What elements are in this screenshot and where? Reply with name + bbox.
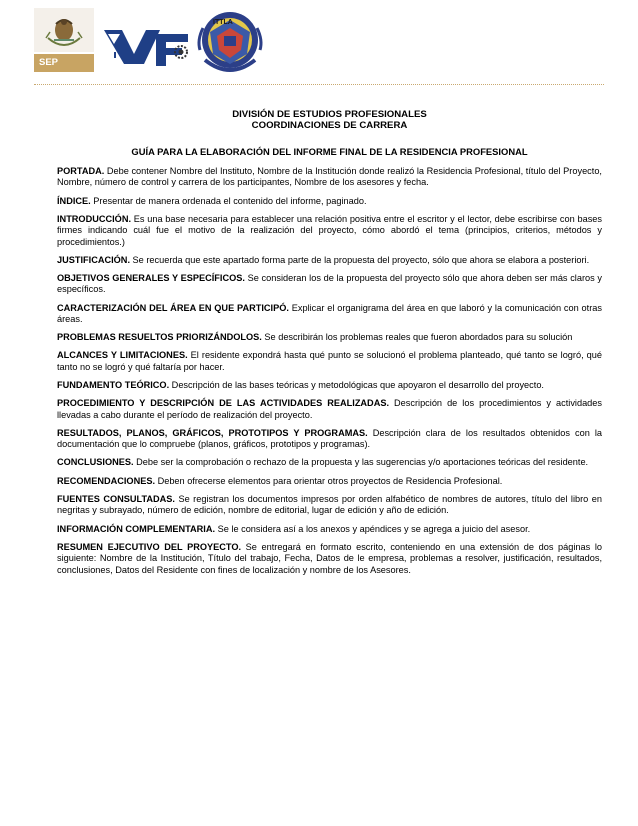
section-label: ÍNDICE. — [57, 195, 91, 206]
section-paragraph — [57, 303, 602, 326]
section-paragraph — [57, 524, 602, 535]
section-paragraph — [57, 196, 602, 207]
section-label: CARACTERIZACIÓN DEL ÁREA EN QUE PARTICIPÓ. — [57, 302, 289, 313]
section-paragraph — [57, 214, 602, 248]
section-label: PORTADA. — [57, 166, 105, 176]
section-text: Explicar el organigrama del área en que laboró y la comunicación con otras áreas. — [57, 302, 602, 325]
section-text: Deben ofrecerse elementos para orientar otros proyectos de Residencia Profesional. — [155, 475, 503, 486]
section-label: CONCLUSIONES. — [57, 457, 134, 468]
section-label: FUENTES CONSULTADAS. — [57, 493, 175, 504]
section-paragraph — [57, 255, 602, 266]
section-paragraph — [57, 494, 602, 517]
coordination-title: COORDINACIONES DE CARRERA — [251, 120, 408, 131]
section-paragraph — [57, 350, 602, 373]
section-label: INTRODUCCIÓN. — [57, 213, 132, 224]
section-paragraph — [57, 457, 602, 468]
section-text: Debe ser la comprobación o rechazo de la propuesta y las sugerencias y/o aportaciones teóricas del residente. — [133, 457, 589, 468]
section-paragraph — [57, 542, 602, 576]
sep-label: SEP — [34, 54, 94, 72]
section-text: Descripción de los procedimientos y actividades llevadas a cabo durante el período de realización del proyecto. — [57, 398, 602, 420]
section-text: Es una base necesaria para establecer una relación positiva entre el escritor y el lector, debe escribirse con bases firmes indicando cuál fue el motivo de la realización del proyecto, cómo abordó el tema (principios, criterios, métodos y procedimientos.) — [57, 213, 602, 247]
logo-header — [0, 0, 638, 86]
section-label: RESULTADOS, PLANOS, GRÁFICOS, PROTOTIPOS Y PROGRAMAS. — [57, 427, 368, 438]
guide-title: GUÍA PARA LA ELABORACIÓN DEL INFORME FINAL DE LA RESIDENCIA PROFESIONAL — [131, 146, 528, 157]
header-divider — [34, 84, 604, 85]
section-paragraph — [57, 332, 602, 343]
section-text: Se registran los documentos impresos por orden alfabético de nombres de autores, título del libro en negritas y subrayado, número de edición, nombre de editorial, lugar de edición y año de edición. — [57, 493, 602, 516]
section-list — [57, 166, 602, 576]
section-text: Se entregará en formato escrito, conteniendo en una extensión de dos páginas lo siguiente: Nombre de la Institución, Título del trabajo, Fecha, Datos de le empresa, problemas a resolver, justificación, resultados, conclusiones, Datos del Residente con fines de localización y nombre de los Asesores. — [57, 541, 602, 575]
section-paragraph — [57, 476, 602, 487]
section-label: PROBLEMAS RESUELTOS PRIORIZÁNDOLOS. — [57, 332, 262, 343]
section-paragraph — [57, 380, 602, 391]
section-text: El residente expondrá hasta qué punto se solucionó el problema planteado, qué tanto se logró, qué tanto no se logró y qué faltaría por hacer. — [57, 350, 602, 372]
coat-of-arms-icon — [34, 8, 94, 52]
ittla-logo — [195, 10, 265, 76]
section-label: JUSTIFICACIÓN. — [57, 254, 130, 265]
section-text: Presentar de manera ordenada el contenido del informe, paginado. — [90, 195, 367, 206]
section-paragraph — [57, 273, 602, 296]
section-label: ALCANCES Y LIMITACIONES. — [57, 350, 188, 361]
section-text: Se consideran los de la propuesta del proyecto sólo que ahora deben ser más claros y específicos. — [57, 273, 602, 295]
section-text: Descripción clara de los resultados obtenidos con la documentación que lo compruebe (planos, gráficos, prototipos y programas). — [57, 427, 602, 450]
section-label: RESUMEN EJECUTIVO DEL PROYECTO. — [57, 541, 242, 552]
document-body — [57, 109, 602, 583]
division-title: DIVISIÓN DE ESTUDIOS PROFESIONALES — [232, 109, 427, 120]
section-label: OBJETIVOS GENERALES Y ESPECÍFICOS. — [57, 273, 245, 284]
section-label: RECOMENDACIONES. — [57, 475, 156, 486]
section-text: Se describirán los problemas reales que fueron abordados para su solución — [261, 332, 573, 343]
section-paragraph — [57, 166, 602, 189]
section-paragraph — [57, 398, 602, 421]
section-text: Descripción de las bases teóricas y metodológicas que apoyaron el desarrollo del proyecto. — [169, 380, 544, 391]
section-paragraph — [57, 428, 602, 451]
section-label: PROCEDIMIENTO Y DESCRIPCIÓN DE LAS ACTIVIDADES REALIZADAS. — [57, 398, 390, 409]
section-label: INFORMACIÓN COMPLEMENTARIA. — [57, 523, 216, 534]
section-text: Se le considera así a los anexos y apéndices y se agrega a juicio del asesor. — [215, 523, 531, 534]
section-label: FUNDAMENTO TEÓRICO. — [57, 380, 170, 391]
ittla-text: ITTLA — [213, 19, 233, 26]
gear-icon — [173, 44, 189, 60]
sep-logo — [34, 8, 94, 72]
section-text: Debe contener Nombre del Instituto, Nombre de la Institución donde realizó la Residencia Profesional, título del Proyecto, Nombre, número de control y carrera de los participantes, Nombre de los asesores y fecha. — [57, 166, 602, 188]
section-text: Se recuerda que este apartado forma parte de la propuesta del proyecto, sólo que ahora se elabora a posteriori. — [130, 254, 590, 265]
